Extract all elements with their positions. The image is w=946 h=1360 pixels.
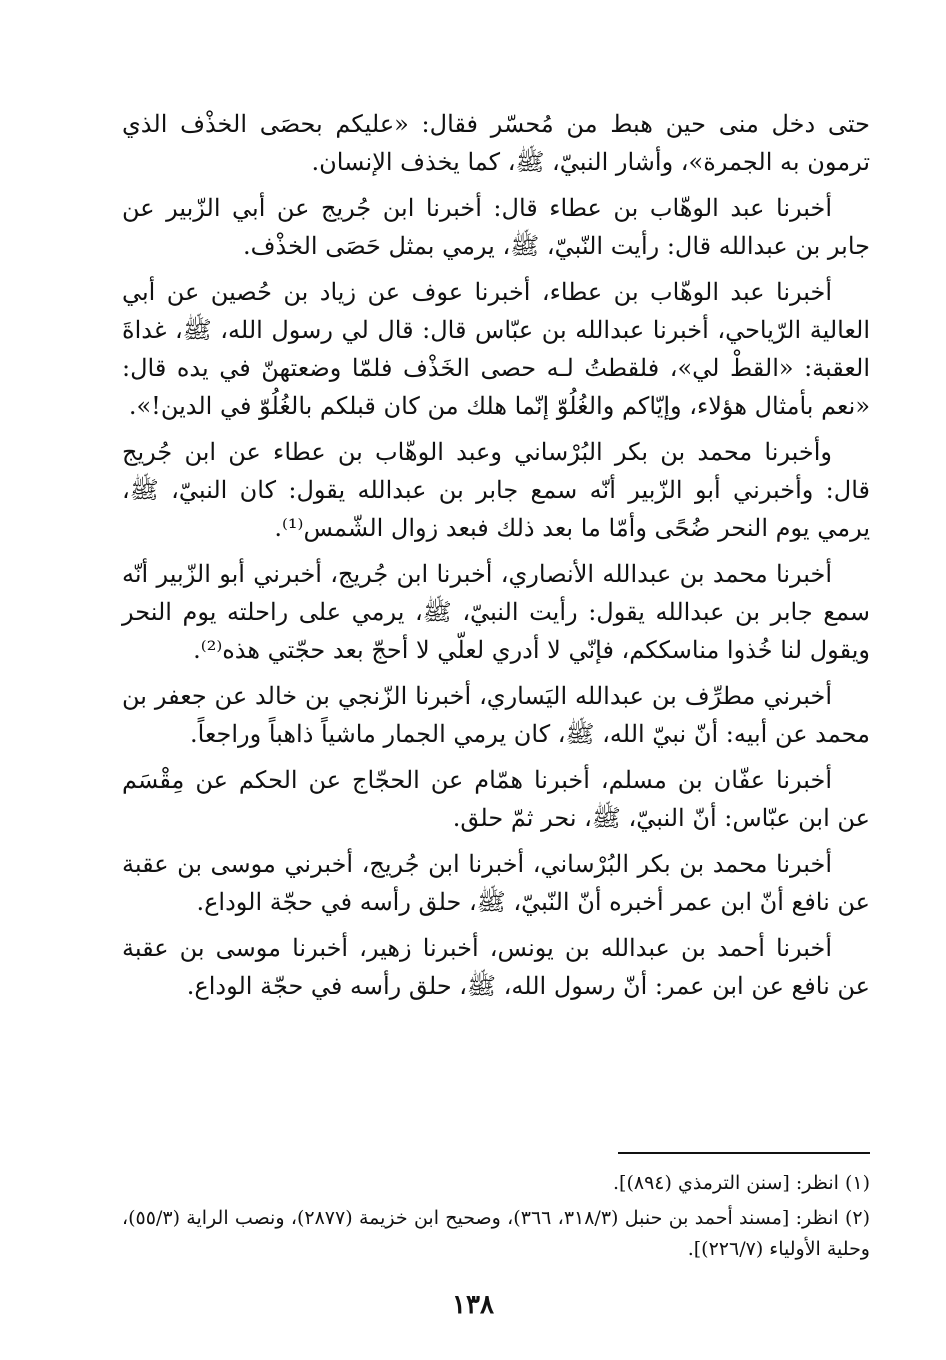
paragraph-2: أخبرنا عبد الوهّاب بن عطاء قال: أخبرنا ابن جُريج عن أبي الزّبير عن جابر بن عبدالله قال: رأيت النّبيّ، ﷺ، يرمي بمثل حَصَى الخذْف. <box>122 194 870 260</box>
paragraph-6: أخبرني مطرِّف بن عبدالله اليَساري، أخبرنا الزّنجي بن خالد عن جعفر بن محمد عن أبيه: أنّ نبيّ الله، ﷺ، كان يرمي الجمار ماشياً ذاهباً وراجعاً. <box>122 682 870 748</box>
footnote-2: (٢) انظر: [مسند أحمد بن حنبل (٣١٨/٣، ٣٦٦)، وصحيح ابن خزيمة (٢٨٧٧)، ونصب الراية (٥٥/٣)، وحلية الأولياء (٢٢٦/٧)]. <box>122 1207 871 1260</box>
main-text <box>122 105 870 1013</box>
paragraph-1: حتى دخل منى حين هبط من مُحسّر فقال: «عليكم بحصَى الخذْف الذي ترمون به الجمرة»، وأشار النبيّ، ﷺ، كما يخذف الإنسان. <box>122 110 870 176</box>
paragraph-8: أخبرنا محمد بن بكر البُرْساني، أخبرنا ابن جُريج، أخبرني موسى بن عقبة عن نافع أنّ ابن عمر أخبره أنّ النّبيّ، ﷺ، حلق رأسه في حجّة الوداع. <box>122 850 870 916</box>
paragraph-5: أخبرنا محمد بن عبدالله الأنصاري، أخبرنا ابن جُريج، أخبرني أبو الزّبير أنّه سمع جابر بن عبدالله يقول: رأيت النبيّ، ﷺ، يرمي على راحلته يوم النحر ويقول لنا خُذوا مناسككم، فإنّي لا أدري لعلّي لا أحجّ بعد حجّتي هذه⁽²⁾. <box>122 560 870 664</box>
paragraph-7: أخبرنا عفّان بن مسلم، أخبرنا همّام عن الحجّاج عن الحكم عن مِقْسَم عن ابن عبّاس: أنّ النبيّ، ﷺ، نحر ثمّ حلق. <box>122 766 870 832</box>
footnote-divider <box>618 1152 870 1154</box>
page-number: ١٣٨ <box>452 1290 494 1320</box>
paragraph-3: أخبرنا عبد الوهّاب بن عطاء، أخبرنا عوف عن زياد بن حُصين عن أبي العالية الرّياحي، أخبرنا عبدالله بن عبّاس قال: قال لي رسول الله، ﷺ، غداةَ العقبة: «القطْ لي»، فلقطتُ لـه حصى الخَذْف فلمّا وضعتهنّ في يده قال: «نعم بأمثال هؤلاء، وإيّاكم والغُلُوّ إنّما هلك من كان قبلكم بالغُلُوّ في الدين!». <box>122 278 870 420</box>
footnote-1: (١) انظر: [سنن الترمذي (٨٩٤)]. <box>613 1172 870 1194</box>
footnotes <box>122 1152 870 1269</box>
paragraph-9: أخبرنا أحمد بن عبدالله بن يونس، أخبرنا زهير، أخبرنا موسى بن عقبة عن نافع عن ابن عمر: أنّ رسول الله، ﷺ، حلق رأسه في حجّة الوداع. <box>122 934 870 1000</box>
paragraph-4: وأخبرنا محمد بن بكر البُرْساني وعبد الوهّاب بن عطاء عن ابن جُريج قال: وأخبرني أبو الزّبير أنّه سمع جابر بن عبدالله يقول: كان النبيّ، ﷺ، يرمي يوم النحر ضُحًى وأمّا ما بعد ذلك فبعد زوال الشّمس⁽¹⁾. <box>122 438 870 542</box>
